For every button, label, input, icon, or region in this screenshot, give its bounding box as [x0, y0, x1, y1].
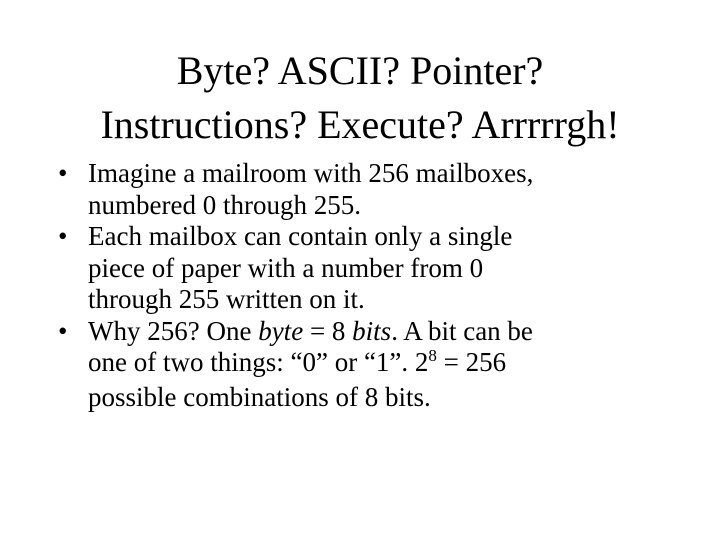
bullet-text-segment: = 256 [436, 347, 507, 377]
bullet-text-line [88, 316, 698, 348]
bullet-list [58, 158, 698, 413]
bullet-text-segment: Why 256? One [88, 315, 259, 346]
bullet-text-line: piece of paper with a number from 0 [88, 252, 484, 283]
bullet-text-line: through 255 written on it. [88, 284, 365, 314]
bullet-dot: • [58, 221, 68, 251]
bullet-text-line: numbered 0 through 255. [88, 189, 361, 220]
title-line-1: Byte? ASCII? Pointer? [176, 48, 544, 93]
bullet-text-segment: = 8 [303, 315, 353, 346]
exponent: 8 [428, 346, 437, 365]
bullet-text-line: Imagine a mailroom with 256 mailboxes, [88, 158, 534, 188]
bullet-item-why-256 [58, 316, 698, 414]
term-bits: bits [352, 315, 392, 346]
slide-title [0, 44, 720, 152]
bullet-item-mailroom [58, 158, 698, 221]
bullet-text-line: possible combinations of 8 bits. [88, 381, 431, 412]
bullet-item-mailbox-contents [58, 221, 698, 316]
bullet-text-line [88, 347, 698, 382]
bullet-text-segment: one of two things: “0” or “1”. 2 [88, 347, 429, 377]
title-line-2: Instructions? Execute? Arrrrrgh! [100, 102, 620, 147]
bullet-text-line: Each mailbox can contain only a single [88, 221, 513, 251]
term-byte: byte [258, 315, 304, 346]
bullet-text-segment: . A bit can be [391, 315, 533, 346]
bullet-dot: • [58, 158, 68, 188]
bullet-dot: • [58, 315, 68, 346]
